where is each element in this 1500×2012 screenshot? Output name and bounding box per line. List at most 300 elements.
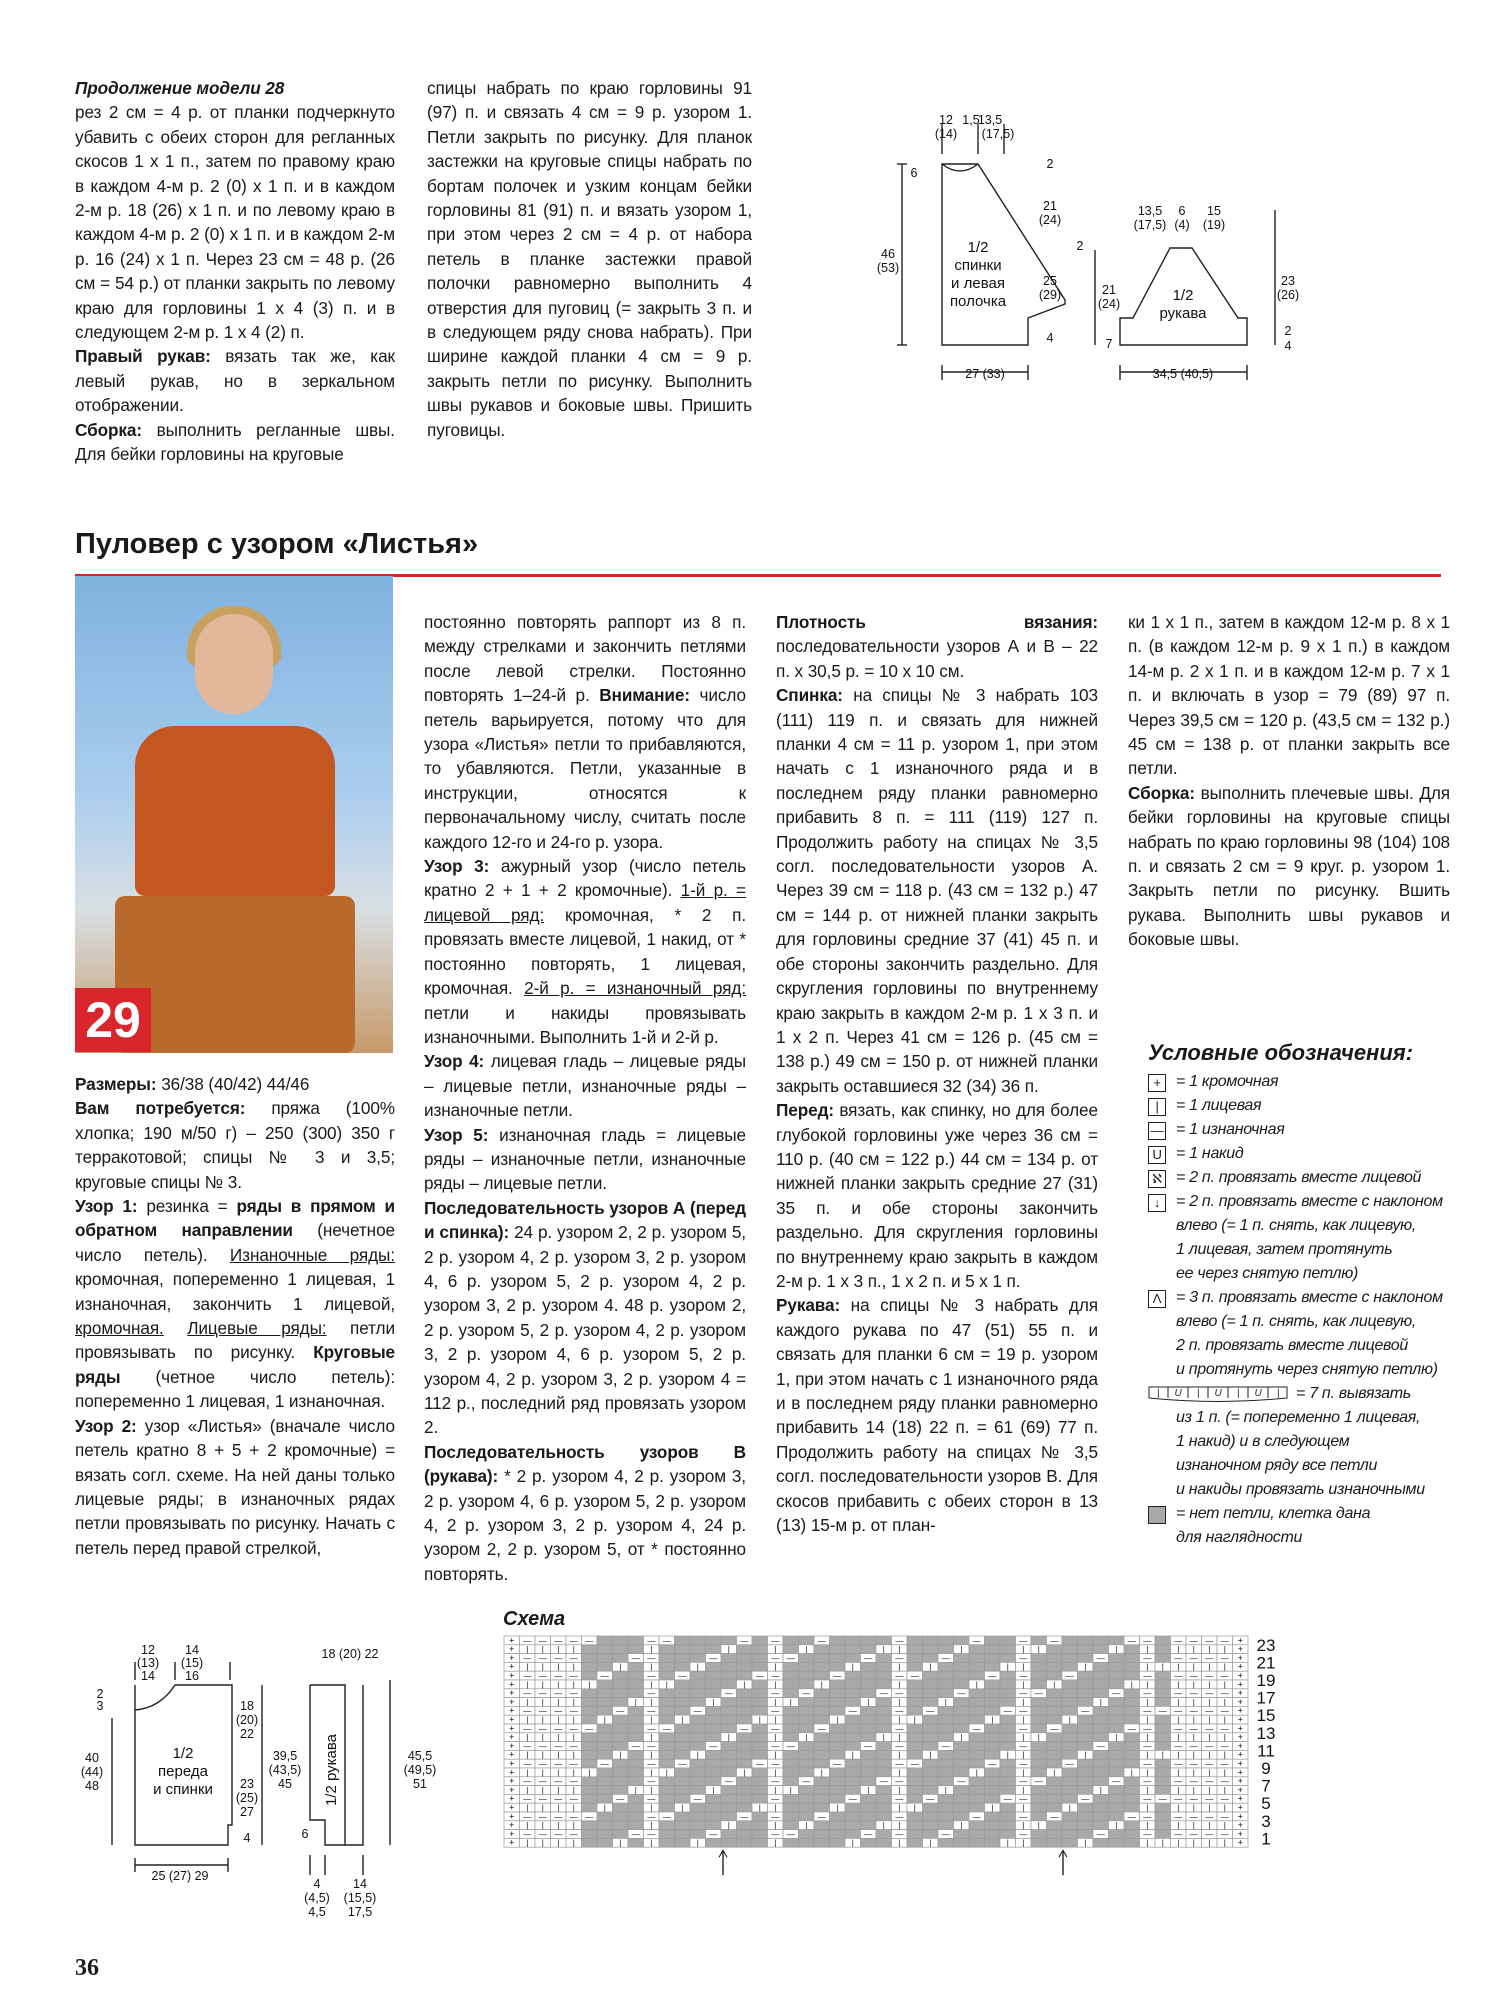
chart-selvedge-mark: + [1237,1811,1243,1822]
chart-stitch-mark: | [1022,1803,1025,1813]
chart-stitch-mark: | [975,1680,978,1690]
b-body-label-3: и спинки [153,1781,213,1798]
chart-cell [1109,1759,1125,1768]
b-dim-43-5: (43,5) [268,1763,302,1777]
chart-stitch-mark: — [941,1829,950,1839]
chart-stitch-mark: — [538,1741,547,1751]
chart-stitch-mark: — [1065,1671,1074,1681]
chart-selvedge-mark: + [509,1705,515,1716]
legend-item-yarnover [1148,1142,1448,1166]
chart-cell [907,1812,923,1821]
dim-29: (29) [1038,288,1062,302]
chart-cell [830,1733,846,1742]
chart-cell [1109,1680,1125,1689]
chart-stitch-mark: | [1022,1662,1025,1672]
chart-cell [721,1636,737,1645]
chart-stitch-mark: | [1022,1768,1025,1778]
dim-1-5: 1,5 [962,113,980,127]
page-number: 36 [75,1955,99,1981]
chart-cell [1047,1715,1063,1724]
chart-cell [830,1645,846,1654]
density-text: последовательности узоров А и В – 22 п. х 30,5 р. = 10 х 10 см. [776,636,1098,681]
chart-stitch-mark: — [1174,1636,1183,1646]
chart-stitch-mark: — [616,1706,625,1716]
chart-cell [799,1830,815,1839]
chart-cell [1124,1821,1140,1830]
chart-stitch-mark: — [569,1777,578,1787]
chart-stitch-mark: — [585,1812,594,1822]
chart-cell [876,1724,892,1733]
chart-cell [861,1733,877,1742]
chart-cell [861,1706,877,1715]
chart-stitch-mark: — [1019,1777,1028,1787]
chart-stitch-mark: — [523,1829,532,1839]
chart-stitch-mark: | [1192,1645,1195,1655]
chart-stitch-mark: — [523,1724,532,1734]
chart-stitch-mark: — [972,1636,981,1646]
chart-cell [1078,1698,1094,1707]
chart-cell [861,1662,877,1671]
chart-cell [1109,1654,1125,1663]
chart-cell [1093,1821,1109,1830]
chart-stitch-mark: — [1019,1829,1028,1839]
svg-text:|: | [1156,1388,1160,1399]
chart-stitch-mark: | [1177,1662,1180,1672]
chart-cell [861,1777,877,1786]
chart-row-label: 3 [1261,1811,1271,1831]
chart-stitch-mark: — [1019,1741,1028,1751]
chart-cell [938,1803,954,1812]
dim-24: (24) [1038,213,1062,227]
chart-stitch-mark: | [882,1645,885,1655]
chart-stitch-mark: — [538,1671,547,1681]
chart-cell [721,1803,737,1812]
chart-stitch-mark: | [774,1750,777,1760]
pattern1-text-c: (нечетное число петель). [75,1220,395,1265]
chart-cell [1155,1759,1171,1768]
chart-selvedge-mark: + [1237,1714,1243,1725]
chart-stitch-mark: — [631,1653,640,1663]
chart-cell [659,1742,675,1751]
chart-cell [752,1689,768,1698]
chart-stitch-mark: — [771,1689,780,1699]
chart-stitch-mark: | [572,1715,575,1725]
chart-cell [783,1706,799,1715]
chart-cell [737,1777,753,1786]
chart-stitch-mark: — [600,1671,609,1681]
body-label-3: и левая [951,275,1005,292]
chart-cell [1031,1803,1047,1812]
chart-cell [845,1821,861,1830]
chart-cell [923,1759,939,1768]
chart-selvedge-mark: + [1237,1767,1243,1778]
chart-stitch-mark: — [523,1689,532,1699]
chart-cell [752,1794,768,1803]
chart-cell [628,1671,644,1680]
chart-cell [1000,1733,1016,1742]
chart-cell [861,1724,877,1733]
dim-s-15: 15 [1207,204,1221,218]
chart-cell [628,1706,644,1715]
dim-s-6: 6 [1178,204,1186,218]
chart-cell [783,1750,799,1759]
chart-cell [721,1794,737,1803]
chart-stitch-mark: | [1208,1838,1211,1848]
sleeve-label-2: рукава [1159,305,1207,322]
chart-cell [1047,1759,1063,1768]
sizes-label: Размеры: [75,1074,157,1094]
chart-cell [1124,1671,1140,1680]
chart-cell [1062,1636,1078,1645]
chart-stitch-mark: | [774,1785,777,1795]
chart-row-label: 13 [1256,1723,1276,1743]
chart-cell [706,1645,722,1654]
chart-cell [721,1724,737,1733]
chart-stitch-mark: | [1223,1768,1226,1778]
chart-cell [954,1803,970,1812]
chart-stitch-mark: | [1177,1803,1180,1813]
chart-cell [985,1724,1001,1733]
chart-stitch-mark: | [1177,1733,1180,1743]
chart-stitch-mark: | [712,1697,715,1707]
chart-cell [675,1724,691,1733]
chart-cell [876,1698,892,1707]
chart-cell [737,1786,753,1795]
chart-cell [1093,1645,1109,1654]
chart-cell [799,1654,815,1663]
chart-stitch-mark: — [538,1653,547,1663]
chart-stitch-mark: | [1161,1838,1164,1848]
chart-cell [597,1750,613,1759]
chart-stitch-mark: | [572,1785,575,1795]
chart-cell [1000,1698,1016,1707]
chart-selvedge-mark: + [509,1784,515,1795]
chart-cell [1047,1821,1063,1830]
chart-stitch-mark: | [1146,1733,1149,1743]
chart-stitch-mark: | [1208,1733,1211,1743]
chart-stitch-mark: | [1006,1838,1009,1848]
b-sleeve-top: 18 (20) 22 [321,1647,379,1661]
bottom-schematic [80,1640,450,1920]
chart-stitch-mark: — [523,1777,532,1787]
chart-cell [814,1706,830,1715]
chart-stitch-mark: — [864,1829,873,1839]
chart-stitch-mark: — [554,1829,563,1839]
pattern1-text-f: петли провязывать по рисунку. [75,1318,395,1363]
chart-cell [1155,1715,1171,1724]
chart-cell [582,1671,598,1680]
sk2p-symbol-icon: Λ [1148,1290,1166,1308]
chart-cell [938,1768,954,1777]
chart-cell [613,1698,629,1707]
pattern1-wrong-rows: Изнаночные ряды: [229,1244,395,1265]
chart-cell [597,1830,613,1839]
chart-cell [985,1636,1001,1645]
chart-cell [985,1812,1001,1821]
chart-stitch-mark: | [1146,1838,1149,1848]
chart-stitch-mark: | [1146,1680,1149,1690]
chart-cell [628,1768,644,1777]
chart-stitch-mark: — [1143,1759,1152,1769]
chart-cell [1109,1803,1125,1812]
chart-stitch-mark: — [1220,1794,1229,1804]
b-dim-16: 16 [185,1669,199,1683]
chart-cell [783,1821,799,1830]
legend-text-k2tog: = 2 п. провязать вместе лицевой [1176,1169,1422,1186]
chart-cell [597,1733,613,1742]
chart-row-label: 15 [1256,1706,1276,1726]
chart-stitch-mark: — [554,1777,563,1787]
ssk-symbol-icon: ↓ [1148,1194,1166,1212]
chart-cell [985,1680,1001,1689]
chart-cell [969,1654,985,1663]
chart-selvedge-mark: + [1237,1802,1243,1813]
chart-cell [1031,1724,1047,1733]
chart-stitch-mark: — [1189,1671,1198,1681]
chart-stitch-mark: — [647,1671,656,1681]
chart-cell [706,1794,722,1803]
b-dim-4: 4 [243,1831,251,1845]
chart-cell [706,1768,722,1777]
chart-cell [1062,1812,1078,1821]
chart-stitch-mark: — [1143,1829,1152,1839]
chart-cell [830,1777,846,1786]
chart-cell [1093,1715,1109,1724]
chart-cell [675,1733,691,1742]
chart-cell [830,1706,846,1715]
chart-cell [1093,1671,1109,1680]
chart-cell [737,1671,753,1680]
chart-cell [861,1759,877,1768]
chart-cell [799,1680,815,1689]
chart-cell [1062,1786,1078,1795]
b-dim-14s: 14 [353,1877,367,1891]
chart-cell [690,1636,706,1645]
chart-cell [830,1812,846,1821]
chart-stitch-mark: — [755,1671,764,1681]
chart-cell [1078,1768,1094,1777]
chart-stitch-mark: | [557,1715,560,1725]
chart-cell [985,1689,1001,1698]
chart-cell [938,1645,954,1654]
chart-cell [938,1715,954,1724]
chart-stitch-mark: | [1192,1750,1195,1760]
chart-selvedge-mark: + [1237,1679,1243,1690]
chart-stitch-mark: | [650,1715,653,1725]
chart-cell [969,1750,985,1759]
chart-selvedge-mark: + [509,1837,515,1848]
chart-stitch-mark: | [913,1803,916,1813]
chart-stitch-mark: | [696,1662,699,1672]
chart-stitch-mark: | [727,1821,730,1831]
legend-text-sk2p: = 3 п. провязать вместе с наклоном [1176,1289,1443,1306]
chart-cell [721,1830,737,1839]
chart-cell [1155,1724,1171,1733]
chart-stitch-mark: | [758,1803,761,1813]
chart-selvedge-mark: + [509,1758,515,1769]
chart-cell [954,1706,970,1715]
chart-stitch-mark: — [988,1671,997,1681]
chart-cell [969,1838,985,1847]
chart-stitch-mark: | [774,1662,777,1672]
chart-stitch-mark: — [771,1777,780,1787]
chart-cell [876,1838,892,1847]
chart-cell [737,1803,753,1812]
chart-stitch-mark: | [572,1662,575,1672]
pattern3-row1: 1-й р. = лицевой ряд: [424,880,746,925]
pattern3-row2: 2-й р. = изнаночный ряд: [524,978,746,999]
front-text: вязать, как спинку, но для более глубокой горловины уже через 36 см = 110 р. (40 см = 122 р.) 44 см = 134 р. от нижней планки закрыть средние 27 (31) 35 п. и обе стороны закончить раздельно. Для скругления горловины по внутреннему краю закрыть в каждом 2-м р. 1 х 3 п., 1 х 2 п. и 5 х 1 п. [776,1100,1098,1291]
dim-4a: 4 [1046,331,1054,345]
chart-stitch-mark: | [572,1645,575,1655]
chart-stitch-mark: — [693,1706,702,1716]
chart-stitch-mark: | [650,1733,653,1743]
chart-stitch-mark: | [1053,1680,1056,1690]
chart-stitch-mark: — [1034,1689,1043,1699]
chart-stitch-mark: — [616,1794,625,1804]
chart-cell [706,1759,722,1768]
chart-cell [706,1803,722,1812]
chart-cell [783,1759,799,1768]
chart-cell [907,1786,923,1795]
chart-cell [954,1636,970,1645]
chart-cell [1124,1750,1140,1759]
chart-stitch-mark: — [1158,1706,1167,1716]
chart-stitch-mark: | [898,1733,901,1743]
chart-cell [969,1706,985,1715]
chart-cell [985,1742,1001,1751]
chart-cell [814,1645,830,1654]
chart-stitch-mark: — [569,1724,578,1734]
chart-stitch-mark: | [650,1697,653,1707]
chart-cell [799,1724,815,1733]
chart-cell [1078,1803,1094,1812]
chart-cell [861,1689,877,1698]
b-dim-39-5: 39,5 [272,1749,298,1763]
chart-stitch-mark: — [554,1689,563,1699]
chart-cell [861,1636,877,1645]
chart-cell [938,1724,954,1733]
chart-stitch-mark: | [1115,1821,1118,1831]
chart-cell [690,1759,706,1768]
chart-cell [675,1821,691,1830]
chart-cell [1124,1742,1140,1751]
chart-stitch-mark: | [1177,1645,1180,1655]
chart-stitch-mark: — [895,1812,904,1822]
chart-cell [923,1689,939,1698]
chart-cell [1047,1698,1063,1707]
chart-cell [861,1750,877,1759]
chart-stitch-mark: — [1205,1689,1214,1699]
chart-cell [1047,1733,1063,1742]
chart-cell [1093,1662,1109,1671]
b-dim-23: 23 [240,1777,254,1791]
chart-cell [845,1654,861,1663]
chart-stitch-mark: | [1146,1803,1149,1813]
stitch-chart [502,1634,1292,1904]
chart-cell [675,1742,691,1751]
chart-stitch-mark: — [895,1741,904,1751]
chart-stitch-mark: — [1174,1689,1183,1699]
chart-cell [582,1715,598,1724]
chart-cell [737,1794,753,1803]
chart-cell [969,1742,985,1751]
chart-stitch-mark: | [1130,1768,1133,1778]
chart-stitch-mark: | [526,1697,529,1707]
chart-stitch-mark: — [957,1777,966,1787]
chart-stitch-mark: | [712,1785,715,1795]
chart-cell [938,1821,954,1830]
chart-cell [1109,1706,1125,1715]
chart-cell [721,1742,737,1751]
chart-cell [706,1636,722,1645]
chart-stitch-mark: | [898,1697,901,1707]
chart-stitch-mark: — [554,1671,563,1681]
chart-stitch-mark: | [851,1750,854,1760]
chart-stitch-mark: | [557,1697,560,1707]
chart-selvedge-mark: + [1237,1793,1243,1804]
chart-cell [1155,1680,1171,1689]
chart-cell [845,1759,861,1768]
b-dim-51: 51 [413,1777,427,1791]
chart-cell [690,1733,706,1742]
chart-stitch-mark: | [1146,1785,1149,1795]
chart-stitch-mark: | [929,1838,932,1848]
chart-stitch-mark: — [1019,1812,1028,1822]
chart-cell [861,1803,877,1812]
chart-stitch-mark: | [851,1838,854,1848]
chart-selvedge-mark: + [1237,1776,1243,1787]
b-dim-27: 27 [240,1805,254,1819]
chart-stitch-mark: — [554,1759,563,1769]
back-label: Спинка: [776,685,843,706]
chart-cell [752,1645,768,1654]
chart-stitch-mark: — [848,1794,857,1804]
chart-cell [845,1768,861,1777]
chart-cell [1000,1768,1016,1777]
chart-stitch-mark: — [1143,1706,1152,1716]
chart-cell [969,1689,985,1698]
chart-cell [1078,1759,1094,1768]
chart-cell [1000,1636,1016,1645]
pattern4-label: Узор 4: [424,1051,485,1072]
chart-cell [907,1821,923,1830]
chart-cell [659,1654,675,1663]
chart-cell [861,1821,877,1830]
chart-stitch-mark: | [1146,1821,1149,1831]
chart-cell [845,1689,861,1698]
dim-s-23: 23 [1281,274,1295,288]
chart-cell [706,1838,722,1847]
chart-stitch-mark: | [572,1733,575,1743]
chart-cell [721,1654,737,1663]
chart-cell [1093,1689,1109,1698]
chart-stitch-mark: | [1208,1750,1211,1760]
chart-cell [938,1777,954,1786]
chart-cell [1124,1777,1140,1786]
chart-cell [814,1715,830,1724]
chart-cell [1031,1662,1047,1671]
chart-stitch-mark: — [538,1829,547,1839]
chart-cell [954,1724,970,1733]
chart-cell [628,1821,644,1830]
chart-cell [690,1654,706,1663]
chart-cell [814,1777,830,1786]
chart-cell [1109,1768,1125,1777]
chart-stitch-mark: — [910,1759,919,1769]
b-dim-2: 2 [96,1687,104,1701]
chart-selvedge-mark: + [1237,1696,1243,1707]
